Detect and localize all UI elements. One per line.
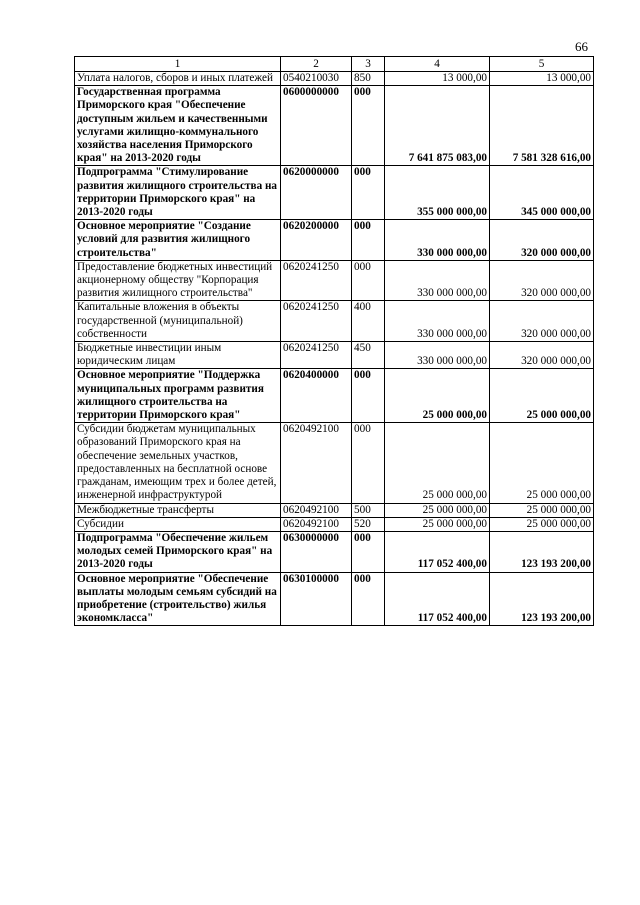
row-type-cell: 520 [352,517,385,531]
row-amount-col5-cell: 25 000 000,00 [490,503,594,517]
row-name-cell: Государственная программа Приморского края "Обеспечение доступным жильем и качественными услугами жилищно-коммунального хозяйства населения Приморского края" на 2013-2020 годы [75,86,281,166]
header-col-2: 2 [281,57,352,72]
row-amount-col5-cell: 7 581 328 616,00 [490,86,594,166]
row-type-cell: 000 [352,166,385,220]
row-amount-col5-cell: 320 000 000,00 [490,301,594,342]
row-amount-col5-cell: 345 000 000,00 [490,166,594,220]
row-amount-col4-cell: 117 052 400,00 [385,531,490,572]
header-col-1: 1 [75,57,281,72]
table-row [75,423,594,503]
row-amount-col4-cell: 330 000 000,00 [385,220,490,261]
row-code-cell: 0630100000 [281,572,352,626]
row-amount-col4-cell: 25 000 000,00 [385,503,490,517]
row-name-cell: Основное мероприятие "Поддержка муниципальных программ развития жилищного строительства на территории Приморского края" [75,369,281,423]
row-name-cell: Бюджетные инвестиции иным юридическим лицам [75,342,281,369]
header-row [75,57,594,72]
row-type-cell: 000 [352,86,385,166]
table-row [75,503,594,517]
table-row [75,342,594,369]
row-type-cell: 500 [352,503,385,517]
table-row [75,517,594,531]
row-name-cell: Основное мероприятие "Обеспечение выплаты молодым семьям субсидий на приобретение (строительство) жилья экономкласса" [75,572,281,626]
row-name-cell: Подпрограмма "Обеспечение жильем молодых семей Приморского края" на 2013-2020 годы [75,531,281,572]
row-type-cell: 000 [352,369,385,423]
row-amount-col5-cell: 25 000 000,00 [490,423,594,503]
row-amount-col5-cell: 13 000,00 [490,72,594,86]
row-code-cell: 0620000000 [281,166,352,220]
row-type-cell: 000 [352,572,385,626]
row-code-cell: 0620241250 [281,260,352,301]
row-amount-col4-cell: 330 000 000,00 [385,342,490,369]
row-type-cell: 000 [352,531,385,572]
row-amount-col5-cell: 123 193 200,00 [490,572,594,626]
row-name-cell: Уплата налогов, сборов и иных платежей [75,72,281,86]
row-code-cell: 0620492100 [281,517,352,531]
table-body [75,72,594,626]
row-code-cell: 0620400000 [281,369,352,423]
header-col-5: 5 [490,57,594,72]
row-amount-col4-cell: 330 000 000,00 [385,301,490,342]
row-amount-col5-cell: 320 000 000,00 [490,342,594,369]
row-amount-col4-cell: 25 000 000,00 [385,423,490,503]
table-row [75,86,594,166]
row-code-cell: 0630000000 [281,531,352,572]
header-col-3: 3 [352,57,385,72]
row-code-cell: 0620492100 [281,503,352,517]
row-amount-col4-cell: 25 000 000,00 [385,517,490,531]
row-code-cell: 0600000000 [281,86,352,166]
row-code-cell: 0620492100 [281,423,352,503]
budget-table [74,56,594,626]
table-row [75,572,594,626]
row-type-cell: 450 [352,342,385,369]
row-amount-col5-cell: 320 000 000,00 [490,260,594,301]
row-amount-col4-cell: 330 000 000,00 [385,260,490,301]
table-row [75,166,594,220]
row-name-cell: Капитальные вложения в объекты государственной (муниципальной) собственности [75,301,281,342]
table-row [75,220,594,261]
table-row [75,260,594,301]
table-row [75,531,594,572]
table-row [75,301,594,342]
row-name-cell: Подпрограмма "Стимулирование развития жилищного строительства на территории Приморского края" на 2013-2020 годы [75,166,281,220]
row-type-cell: 400 [352,301,385,342]
row-name-cell: Субсидии [75,517,281,531]
row-amount-col5-cell: 123 193 200,00 [490,531,594,572]
row-amount-col4-cell: 13 000,00 [385,72,490,86]
row-name-cell: Предоставление бюджетных инвестиций акционерному обществу "Корпорация развития жилищного строительства" [75,260,281,301]
row-name-cell: Межбюджетные трансферты [75,503,281,517]
row-amount-col4-cell: 117 052 400,00 [385,572,490,626]
row-amount-col5-cell: 320 000 000,00 [490,220,594,261]
row-type-cell: 850 [352,72,385,86]
page-number: 66 [575,39,588,54]
row-amount-col5-cell: 25 000 000,00 [490,369,594,423]
row-name-cell: Субсидии бюджетам муниципальных образований Приморского края на обеспечение земельных участков, предоставленных на бесплатной основе гражданам, имеющим трех и более детей, инженерной инфраструктурой [75,423,281,503]
row-amount-col4-cell: 25 000 000,00 [385,369,490,423]
row-code-cell: 0620241250 [281,342,352,369]
row-type-cell: 000 [352,260,385,301]
row-type-cell: 000 [352,220,385,261]
header-col-4: 4 [385,57,490,72]
row-code-cell: 0540210030 [281,72,352,86]
table-row [75,369,594,423]
row-amount-col4-cell: 7 641 875 083,00 [385,86,490,166]
row-code-cell: 0620200000 [281,220,352,261]
table-row [75,72,594,86]
row-name-cell: Основное мероприятие "Создание условий для развития жилищного строительства" [75,220,281,261]
row-amount-col4-cell: 355 000 000,00 [385,166,490,220]
row-type-cell: 000 [352,423,385,503]
row-code-cell: 0620241250 [281,301,352,342]
row-amount-col5-cell: 25 000 000,00 [490,517,594,531]
